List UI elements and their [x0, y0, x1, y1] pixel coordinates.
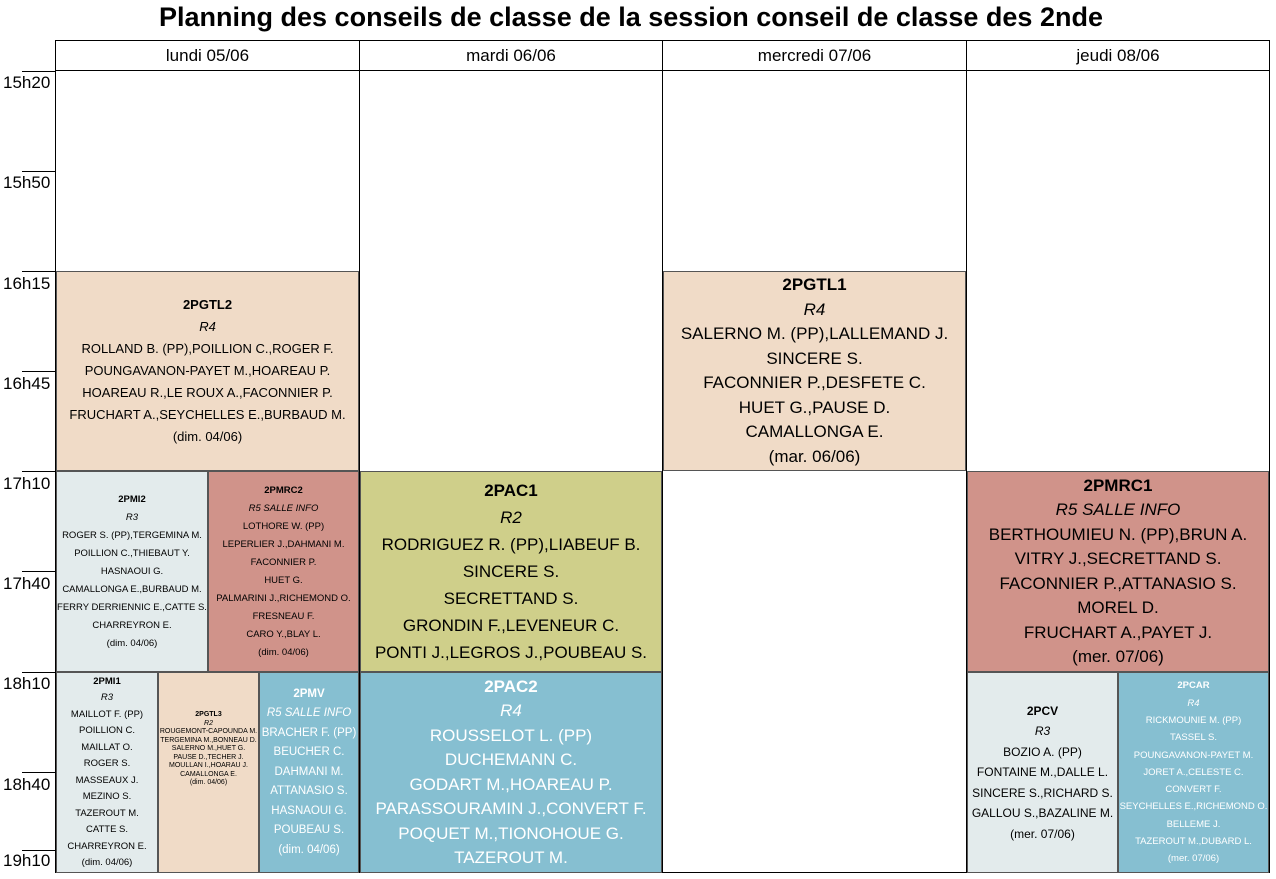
teacher-line: PAUSE D.,TECHER J.: [173, 753, 244, 761]
room-label: R2: [500, 508, 522, 527]
class-code: 2PMRC2: [264, 484, 303, 496]
teacher-line: ROGER S.: [83, 758, 131, 769]
teacher-line: DUCHEMANN C.: [444, 750, 578, 769]
teacher-line: VITRY J.,SECRETTAND S.: [1014, 549, 1222, 568]
time-tick: [22, 171, 55, 172]
room-label: R5 SALLE INFO: [248, 502, 319, 514]
time-tick: [22, 672, 55, 673]
council-slot-2pmrc2[interactable]: [208, 471, 359, 672]
day-header-monday: lundi 05/06: [55, 40, 359, 71]
teacher-line: BEUCHER C.: [273, 746, 345, 759]
teacher-line: SINCERE S.: [462, 562, 560, 581]
teacher-line: TAZEROUT M.: [75, 807, 139, 819]
council-slot-2pmv[interactable]: [259, 672, 359, 873]
teacher-line: POUBEAU S.: [273, 824, 345, 837]
teacher-line: ROGER S. (PP),TERGEMINA M.: [62, 529, 202, 541]
teacher-line: HOAREAU R.,LE ROUX A.,FACONNIER P.: [82, 385, 333, 400]
teacher-line: ROUSSELOT L. (PP): [429, 725, 593, 745]
date-note: (dim. 04/06): [189, 779, 228, 786]
teacher-line: MEZINO S.: [82, 791, 132, 802]
council-slot-2pgtl1[interactable]: [663, 271, 966, 471]
teacher-line: FACONNIER P.: [250, 556, 317, 568]
room-label: R3: [1034, 724, 1051, 739]
teacher-line: SALERNO M. (PP),LALLEMAND J.: [680, 324, 949, 343]
council-slot-2pcv[interactable]: [967, 672, 1118, 873]
teacher-line: MAILLOT F. (PP): [70, 708, 144, 720]
time-label: 17h40: [3, 574, 51, 593]
class-code: 2PMI1: [93, 675, 121, 687]
class-code: 2PAC2: [484, 676, 538, 696]
teacher-line: LEPERLIER J.,DAHMANI M.: [222, 538, 345, 550]
teacher-line: LOTHORE W. (PP): [242, 520, 325, 532]
teacher-line: TAZEROUT M.,DUBARD L.: [1135, 836, 1252, 848]
class-code: 2PMV: [293, 687, 325, 700]
class-code: 2PGTL2: [182, 297, 233, 312]
room-label: R5 SALLE INFO: [266, 707, 352, 720]
council-slot-2pmi2[interactable]: [56, 471, 208, 672]
time-label: 19h10: [3, 851, 51, 870]
class-code: 2PGTL3: [195, 711, 222, 718]
teacher-line: MAILLAT O.: [81, 741, 133, 753]
teacher-line: CHARREYRON E.: [92, 619, 172, 631]
page-title: Planning des conseils de classe de la session conseil de classe des 2nde: [159, 2, 1103, 32]
room-label: R4: [803, 299, 826, 319]
teacher-line: HASNAOUI G.: [100, 565, 164, 577]
date-note: (dim. 04/06): [172, 429, 243, 444]
teacher-line: FRESNEAU F.: [252, 610, 315, 622]
teacher-line: CARO Y.,BLAY L.: [246, 628, 321, 640]
teacher-line: POILLION C.: [79, 725, 135, 736]
room-label: R5 SALLE INFO: [1055, 500, 1181, 519]
room-label: R2: [204, 719, 213, 727]
teacher-line: BELLEME J.: [1166, 818, 1221, 830]
room-label: R3: [125, 511, 139, 523]
room-label: R4: [1187, 697, 1200, 709]
council-slot-2pmi1[interactable]: [56, 672, 158, 873]
time-label: 18h10: [3, 674, 51, 693]
time-tick: [22, 772, 55, 773]
teacher-line: FRUCHART A.,PAYET J.: [1023, 622, 1213, 642]
teacher-line: CHARREYRON E.: [67, 840, 147, 852]
time-tick: [22, 271, 55, 272]
teacher-line: GODART M.,HOAREAU P.: [409, 774, 613, 794]
time-label: 15h50: [3, 173, 51, 192]
time-tick: [22, 371, 55, 372]
teacher-line: FACONNIER P.,DESFETE C.: [703, 373, 926, 392]
date-note: (mer. 07/06): [1010, 826, 1075, 841]
teacher-line: TAZEROUT M.: [454, 848, 568, 867]
teacher-line: SALERNO M.,HUET G.: [171, 745, 246, 752]
room-label: R4: [199, 319, 216, 334]
teacher-line: BOZIO A. (PP): [1003, 744, 1082, 759]
teacher-line: GALLOU S.,BAZALINE M.: [971, 806, 1114, 821]
class-code: 2PCV: [1026, 703, 1059, 718]
room-label: R3: [100, 692, 114, 703]
teacher-line: POQUET M.,TIONOHOUE G.: [398, 823, 624, 843]
council-slot-2pgtl3[interactable]: [158, 672, 259, 873]
teacher-line: BERTHOUMIEU N. (PP),BRUN A.: [988, 524, 1248, 544]
date-note: (dim. 04/06): [106, 637, 158, 649]
class-code: 2PCAR: [1177, 680, 1210, 692]
teacher-line: GRONDIN F.,LEVENEUR C.: [402, 616, 620, 635]
teacher-line: SECRETTAND S.: [443, 589, 579, 608]
teacher-line: FRUCHART A.,SEYCHELLES E.,BURBAUD M.: [69, 407, 346, 422]
teacher-line: MASSEAUX J.: [75, 774, 139, 786]
council-slot-2pmrc1[interactable]: [967, 471, 1269, 672]
teacher-line: CAMALLONGA E.,BURBAUD M.: [62, 583, 202, 595]
teacher-line: CATTE S.: [85, 824, 129, 835]
time-label: 16h45: [3, 374, 51, 393]
teacher-line: PONTI J.,LEGROS J.,POUBEAU S.: [374, 643, 648, 662]
date-note: (dim. 04/06): [81, 857, 133, 868]
teacher-line: TASSEL S.: [1170, 732, 1217, 744]
teacher-line: ATTANASIO S.: [270, 785, 348, 798]
council-slot-2pac1[interactable]: [360, 471, 662, 672]
teacher-line: HASNAOUI G.: [271, 804, 347, 817]
teacher-line: SINCERE S.: [766, 348, 863, 368]
time-tick: [22, 571, 55, 572]
class-code: 2PMRC1: [1083, 475, 1153, 495]
grid-right-border: [1269, 40, 1270, 873]
date-note: (dim. 04/06): [278, 843, 340, 856]
teacher-line: JORET A.,CELESTE C.: [1143, 766, 1244, 778]
teacher-line: FERRY DERRIENNIC E.,CATTE S.: [57, 601, 207, 613]
date-note: (mer. 07/06): [1167, 853, 1220, 865]
teacher-line: HUET G.,PAUSE D.: [738, 397, 891, 417]
teacher-line: POUNGAVANON-PAYET M.,HOAREAU P.: [84, 363, 331, 378]
column-divider: [662, 71, 663, 873]
teacher-line: ROUGEMONT-CAPOUNDA M.: [159, 728, 258, 735]
teacher-line: SEYCHELLES E.,RICHEMOND O.: [1119, 801, 1268, 813]
teacher-line: RICKMOUNIE M. (PP): [1145, 714, 1242, 726]
time-label: 15h20: [3, 73, 51, 92]
day-header-tuesday: mardi 06/06: [359, 40, 662, 71]
teacher-line: CONVERT F.: [1165, 784, 1222, 796]
date-note: (dim. 04/06): [258, 646, 309, 658]
date-note: (mar. 06/06): [768, 446, 861, 466]
council-slot-2pac2[interactable]: [360, 672, 662, 873]
time-tick: [22, 471, 55, 472]
teacher-line: CAMALLONGA E.: [180, 770, 237, 778]
teacher-line: POILLION C.,THIEBAUT Y.: [74, 547, 190, 559]
teacher-line: RODRIGUEZ R. (PP),LIABEUF B.: [381, 535, 641, 554]
class-code: 2PMI2: [118, 493, 146, 505]
teacher-line: DAHMANI M.: [274, 765, 344, 778]
room-label: R4: [500, 701, 522, 720]
teacher-line: FONTAINE M.,DALLE L.: [976, 765, 1109, 780]
class-code: 2PGTL1: [782, 275, 847, 294]
date-note: (mer. 07/06): [1072, 647, 1164, 666]
teacher-line: HUET G.: [264, 574, 303, 586]
teacher-line: ROLLAND B. (PP),POILLION C.,ROGER F.: [81, 341, 334, 356]
teacher-line: SINCERE S.,RICHARD S.: [972, 785, 1113, 800]
class-code: 2PAC1: [484, 481, 538, 500]
day-header-thursday: jeudi 08/06: [966, 40, 1269, 71]
council-slot-2pcar[interactable]: [1118, 672, 1269, 873]
teacher-line: MOULLAN I.,HOARAU J.: [169, 762, 248, 769]
teacher-line: PALMARINI J.,RICHEMOND O.: [216, 592, 351, 604]
teacher-line: PARASSOURAMIN J.,CONVERT F.: [375, 799, 647, 818]
teacher-line: FACONNIER P.,ATTANASIO S.: [999, 573, 1237, 593]
time-label: 18h40: [3, 775, 51, 794]
time-tick: [22, 71, 55, 72]
day-header-wednesday: mercredi 07/06: [662, 40, 966, 71]
teacher-line: MOREL D.: [1077, 598, 1159, 617]
teacher-line: BRACHER F. (PP): [261, 726, 357, 739]
teacher-line: CAMALLONGA E.: [745, 422, 884, 441]
time-label: 16h15: [3, 274, 51, 293]
time-label: 17h10: [3, 474, 51, 493]
council-slot-2pgtl2[interactable]: [56, 271, 359, 471]
teacher-line: TERGEMINA M.,BONNEAU D.: [160, 736, 257, 744]
teacher-line: POUNGAVANON-PAYET M.: [1133, 749, 1254, 761]
